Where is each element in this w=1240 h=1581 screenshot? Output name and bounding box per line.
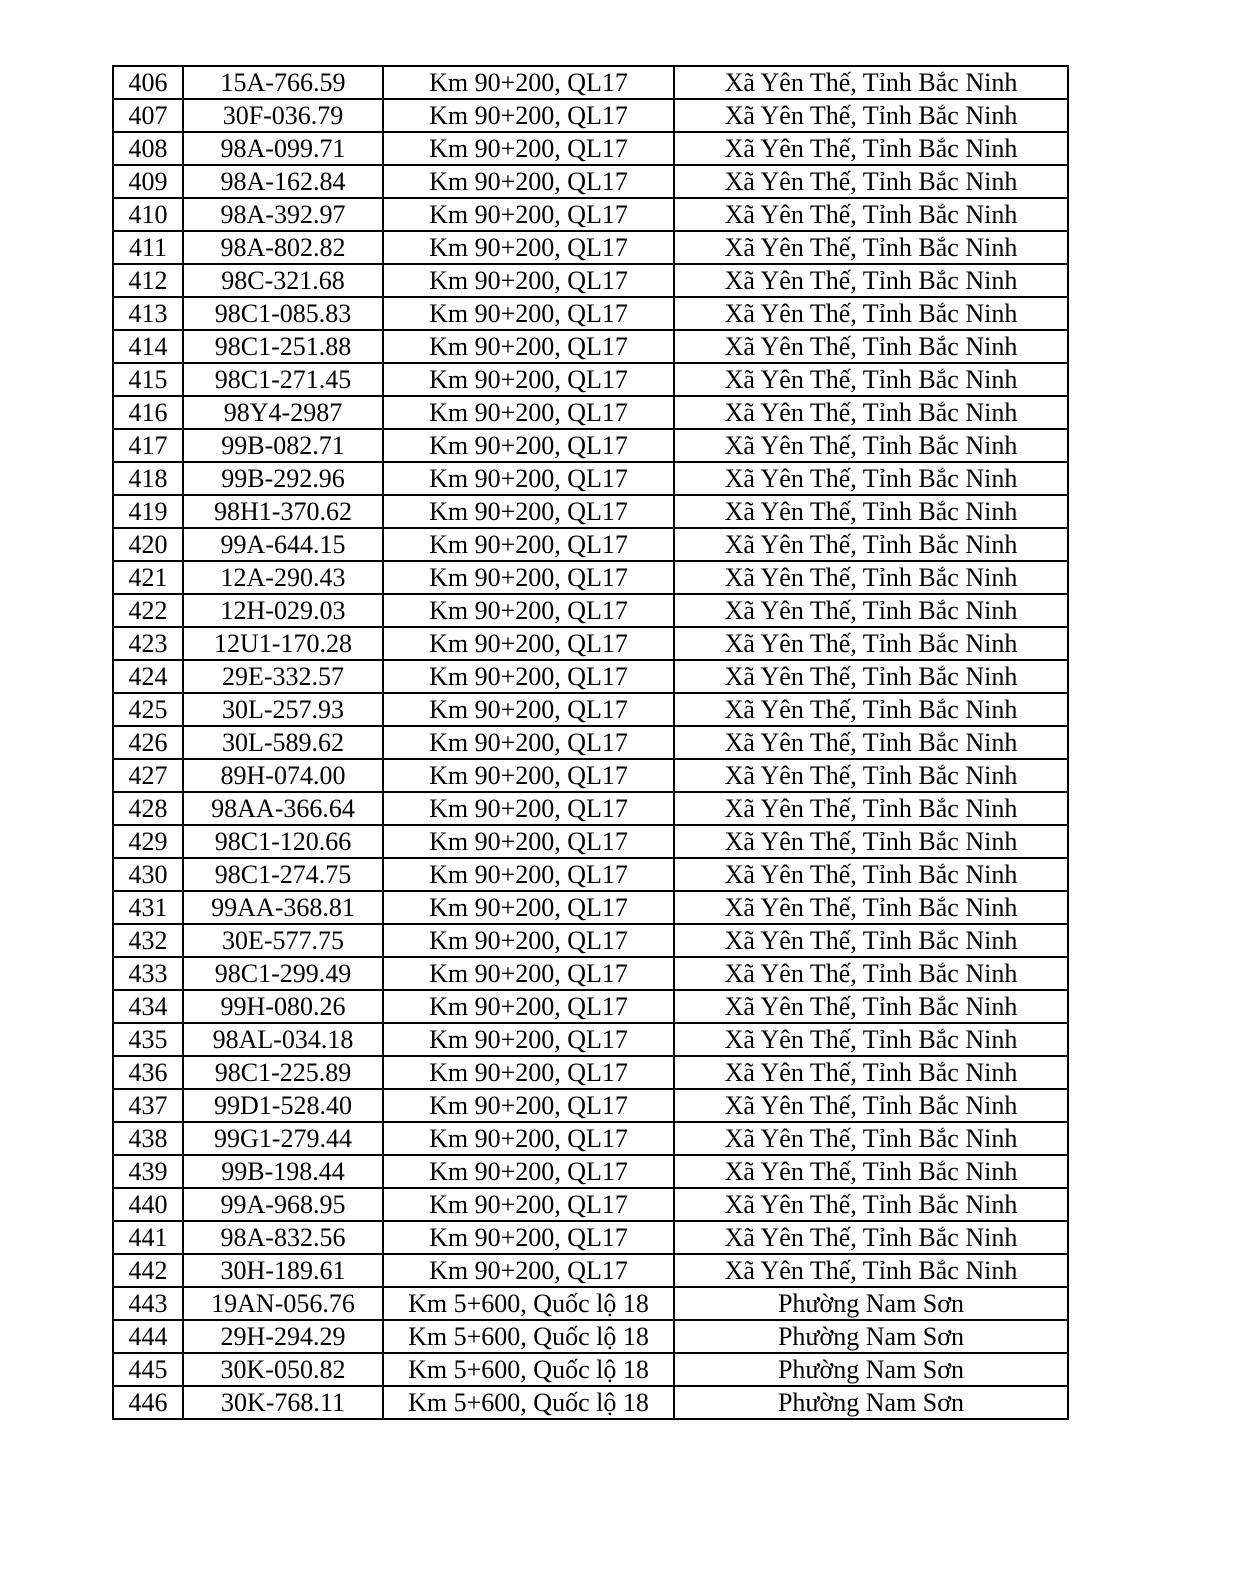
violation-location-cell: Km 90+200, QL17 [383, 627, 674, 660]
license-plate-cell: 98C1-271.45 [183, 363, 383, 396]
table-row [113, 1188, 1068, 1221]
administrative-area-cell: Xã Yên Thế, Tỉnh Bắc Ninh [674, 990, 1068, 1023]
license-plate-cell: 89H-074.00 [183, 759, 383, 792]
table-row [113, 1155, 1068, 1188]
administrative-area-cell: Xã Yên Thế, Tỉnh Bắc Ninh [674, 99, 1068, 132]
row-number-cell: 433 [113, 957, 183, 990]
license-plate-cell: 98H1-370.62 [183, 495, 383, 528]
license-plate-cell: 98C1-120.66 [183, 825, 383, 858]
violation-location-cell: Km 90+200, QL17 [383, 891, 674, 924]
row-number-cell: 419 [113, 495, 183, 528]
table-row [113, 1254, 1068, 1287]
row-number-cell: 413 [113, 297, 183, 330]
row-number-cell: 420 [113, 528, 183, 561]
administrative-area-cell: Phường Nam Sơn [674, 1353, 1068, 1386]
violation-location-cell: Km 5+600, Quốc lộ 18 [383, 1320, 674, 1353]
violation-location-cell: Km 90+200, QL17 [383, 957, 674, 990]
table-row [113, 693, 1068, 726]
table-row [113, 1122, 1068, 1155]
table-row [113, 627, 1068, 660]
table-row [113, 264, 1068, 297]
license-plate-cell: 99H-080.26 [183, 990, 383, 1023]
administrative-area-cell: Phường Nam Sơn [674, 1386, 1068, 1419]
table-row [113, 198, 1068, 231]
table-row [113, 462, 1068, 495]
row-number-cell: 438 [113, 1122, 183, 1155]
administrative-area-cell: Xã Yên Thế, Tỉnh Bắc Ninh [674, 957, 1068, 990]
administrative-area-cell: Xã Yên Thế, Tỉnh Bắc Ninh [674, 693, 1068, 726]
table-row [113, 891, 1068, 924]
violation-location-cell: Km 90+200, QL17 [383, 693, 674, 726]
administrative-area-cell: Xã Yên Thế, Tỉnh Bắc Ninh [674, 1056, 1068, 1089]
license-plate-cell: 12U1-170.28 [183, 627, 383, 660]
violation-location-cell: Km 90+200, QL17 [383, 165, 674, 198]
violation-location-cell: Km 90+200, QL17 [383, 330, 674, 363]
row-number-cell: 441 [113, 1221, 183, 1254]
violation-location-cell: Km 90+200, QL17 [383, 363, 674, 396]
license-plate-cell: 29H-294.29 [183, 1320, 383, 1353]
administrative-area-cell: Xã Yên Thế, Tỉnh Bắc Ninh [674, 231, 1068, 264]
license-plate-cell: 99B-198.44 [183, 1155, 383, 1188]
table-row [113, 1353, 1068, 1386]
row-number-cell: 434 [113, 990, 183, 1023]
violation-location-cell: Km 5+600, Quốc lộ 18 [383, 1287, 674, 1320]
violation-location-cell: Km 90+200, QL17 [383, 858, 674, 891]
table-row [113, 297, 1068, 330]
violation-location-cell: Km 90+200, QL17 [383, 396, 674, 429]
table-row [113, 924, 1068, 957]
row-number-cell: 430 [113, 858, 183, 891]
table-row [113, 594, 1068, 627]
row-number-cell: 407 [113, 99, 183, 132]
license-plate-cell: 98C1-225.89 [183, 1056, 383, 1089]
violation-location-cell: Km 90+200, QL17 [383, 495, 674, 528]
administrative-area-cell: Xã Yên Thế, Tỉnh Bắc Ninh [674, 396, 1068, 429]
license-plate-cell: 98A-099.71 [183, 132, 383, 165]
table-row [113, 363, 1068, 396]
row-number-cell: 432 [113, 924, 183, 957]
administrative-area-cell: Xã Yên Thế, Tỉnh Bắc Ninh [674, 495, 1068, 528]
table-row [113, 660, 1068, 693]
administrative-area-cell: Xã Yên Thế, Tỉnh Bắc Ninh [674, 363, 1068, 396]
license-plate-cell: 30E-577.75 [183, 924, 383, 957]
administrative-area-cell: Xã Yên Thế, Tỉnh Bắc Ninh [674, 825, 1068, 858]
license-plate-cell: 98C1-299.49 [183, 957, 383, 990]
license-plate-cell: 12A-290.43 [183, 561, 383, 594]
violation-location-cell: Km 90+200, QL17 [383, 198, 674, 231]
license-plate-cell: 99B-292.96 [183, 462, 383, 495]
administrative-area-cell: Phường Nam Sơn [674, 1287, 1068, 1320]
violation-location-cell: Km 90+200, QL17 [383, 792, 674, 825]
license-plate-cell: 30K-050.82 [183, 1353, 383, 1386]
violation-location-cell: Km 5+600, Quốc lộ 18 [383, 1386, 674, 1419]
row-number-cell: 426 [113, 726, 183, 759]
license-plate-cell: 98Y4-2987 [183, 396, 383, 429]
violation-location-cell: Km 90+200, QL17 [383, 561, 674, 594]
administrative-area-cell: Xã Yên Thế, Tỉnh Bắc Ninh [674, 132, 1068, 165]
license-plate-cell: 12H-029.03 [183, 594, 383, 627]
row-number-cell: 431 [113, 891, 183, 924]
license-plate-cell: 98A-392.97 [183, 198, 383, 231]
license-plate-cell: 99AA-368.81 [183, 891, 383, 924]
license-plate-cell: 15A-766.59 [183, 66, 383, 99]
administrative-area-cell: Xã Yên Thế, Tỉnh Bắc Ninh [674, 792, 1068, 825]
row-number-cell: 442 [113, 1254, 183, 1287]
table-row [113, 396, 1068, 429]
violation-location-cell: Km 90+200, QL17 [383, 1122, 674, 1155]
license-plate-cell: 98AL-034.18 [183, 1023, 383, 1056]
administrative-area-cell: Xã Yên Thế, Tỉnh Bắc Ninh [674, 660, 1068, 693]
table-row [113, 495, 1068, 528]
table-row [113, 1023, 1068, 1056]
row-number-cell: 422 [113, 594, 183, 627]
license-plate-cell: 98A-802.82 [183, 231, 383, 264]
row-number-cell: 415 [113, 363, 183, 396]
administrative-area-cell: Xã Yên Thế, Tỉnh Bắc Ninh [674, 297, 1068, 330]
table-row [113, 132, 1068, 165]
violation-location-cell: Km 90+200, QL17 [383, 825, 674, 858]
row-number-cell: 429 [113, 825, 183, 858]
table-row [113, 1386, 1068, 1419]
table-row [113, 99, 1068, 132]
row-number-cell: 427 [113, 759, 183, 792]
row-number-cell: 444 [113, 1320, 183, 1353]
administrative-area-cell: Xã Yên Thế, Tỉnh Bắc Ninh [674, 891, 1068, 924]
row-number-cell: 439 [113, 1155, 183, 1188]
row-number-cell: 414 [113, 330, 183, 363]
violation-location-cell: Km 90+200, QL17 [383, 132, 674, 165]
violation-location-cell: Km 90+200, QL17 [383, 726, 674, 759]
violation-location-cell: Km 90+200, QL17 [383, 66, 674, 99]
row-number-cell: 411 [113, 231, 183, 264]
row-number-cell: 435 [113, 1023, 183, 1056]
license-plate-cell: 30H-189.61 [183, 1254, 383, 1287]
violation-location-cell: Km 90+200, QL17 [383, 297, 674, 330]
table-row [113, 858, 1068, 891]
violation-location-cell: Km 5+600, Quốc lộ 18 [383, 1353, 674, 1386]
violation-location-cell: Km 90+200, QL17 [383, 660, 674, 693]
administrative-area-cell: Xã Yên Thế, Tỉnh Bắc Ninh [674, 594, 1068, 627]
administrative-area-cell: Xã Yên Thế, Tỉnh Bắc Ninh [674, 1023, 1068, 1056]
violation-location-cell: Km 90+200, QL17 [383, 99, 674, 132]
administrative-area-cell: Xã Yên Thế, Tỉnh Bắc Ninh [674, 759, 1068, 792]
table-row [113, 528, 1068, 561]
row-number-cell: 417 [113, 429, 183, 462]
administrative-area-cell: Xã Yên Thế, Tỉnh Bắc Ninh [674, 627, 1068, 660]
table-row [113, 825, 1068, 858]
license-plate-cell: 30L-257.93 [183, 693, 383, 726]
row-number-cell: 440 [113, 1188, 183, 1221]
license-plate-cell: 98A-832.56 [183, 1221, 383, 1254]
administrative-area-cell: Xã Yên Thế, Tỉnh Bắc Ninh [674, 1089, 1068, 1122]
table-row [113, 330, 1068, 363]
table-row [113, 792, 1068, 825]
violation-location-cell: Km 90+200, QL17 [383, 1056, 674, 1089]
row-number-cell: 406 [113, 66, 183, 99]
table-row [113, 957, 1068, 990]
row-number-cell: 421 [113, 561, 183, 594]
license-plate-cell: 98A-162.84 [183, 165, 383, 198]
table-row [113, 1221, 1068, 1254]
table-row [113, 66, 1068, 99]
license-plate-cell: 99B-082.71 [183, 429, 383, 462]
row-number-cell: 424 [113, 660, 183, 693]
violation-location-cell: Km 90+200, QL17 [383, 924, 674, 957]
violation-location-cell: Km 90+200, QL17 [383, 1254, 674, 1287]
violation-location-cell: Km 90+200, QL17 [383, 462, 674, 495]
administrative-area-cell: Xã Yên Thế, Tỉnh Bắc Ninh [674, 66, 1068, 99]
row-number-cell: 446 [113, 1386, 183, 1419]
license-plate-cell: 99D1-528.40 [183, 1089, 383, 1122]
license-plate-cell: 30F-036.79 [183, 99, 383, 132]
license-plate-cell: 98C-321.68 [183, 264, 383, 297]
administrative-area-cell: Xã Yên Thế, Tỉnh Bắc Ninh [674, 330, 1068, 363]
row-number-cell: 416 [113, 396, 183, 429]
row-number-cell: 412 [113, 264, 183, 297]
license-plate-cell: 99G1-279.44 [183, 1122, 383, 1155]
administrative-area-cell: Xã Yên Thế, Tỉnh Bắc Ninh [674, 198, 1068, 231]
administrative-area-cell: Xã Yên Thế, Tỉnh Bắc Ninh [674, 726, 1068, 759]
table-row [113, 1089, 1068, 1122]
violation-location-cell: Km 90+200, QL17 [383, 594, 674, 627]
row-number-cell: 423 [113, 627, 183, 660]
table-row [113, 990, 1068, 1023]
violation-location-cell: Km 90+200, QL17 [383, 990, 674, 1023]
table-row [113, 561, 1068, 594]
administrative-area-cell: Xã Yên Thế, Tỉnh Bắc Ninh [674, 924, 1068, 957]
administrative-area-cell: Xã Yên Thế, Tỉnh Bắc Ninh [674, 165, 1068, 198]
license-plate-cell: 19AN-056.76 [183, 1287, 383, 1320]
license-plate-cell: 30K-768.11 [183, 1386, 383, 1419]
license-plate-cell: 99A-644.15 [183, 528, 383, 561]
row-number-cell: 409 [113, 165, 183, 198]
row-number-cell: 418 [113, 462, 183, 495]
administrative-area-cell: Xã Yên Thế, Tỉnh Bắc Ninh [674, 429, 1068, 462]
row-number-cell: 425 [113, 693, 183, 726]
table-row [113, 726, 1068, 759]
license-plate-cell: 98C1-251.88 [183, 330, 383, 363]
violation-location-cell: Km 90+200, QL17 [383, 1023, 674, 1056]
table-row [113, 1287, 1068, 1320]
table-row [113, 429, 1068, 462]
license-plate-cell: 98C1-274.75 [183, 858, 383, 891]
license-plate-cell: 98AA-366.64 [183, 792, 383, 825]
table-row [113, 1056, 1068, 1089]
administrative-area-cell: Xã Yên Thế, Tỉnh Bắc Ninh [674, 1188, 1068, 1221]
administrative-area-cell: Xã Yên Thế, Tỉnh Bắc Ninh [674, 561, 1068, 594]
administrative-area-cell: Xã Yên Thế, Tỉnh Bắc Ninh [674, 462, 1068, 495]
administrative-area-cell: Xã Yên Thế, Tỉnh Bắc Ninh [674, 858, 1068, 891]
row-number-cell: 437 [113, 1089, 183, 1122]
row-number-cell: 410 [113, 198, 183, 231]
violation-location-cell: Km 90+200, QL17 [383, 1155, 674, 1188]
table-row [113, 759, 1068, 792]
violation-location-cell: Km 90+200, QL17 [383, 429, 674, 462]
administrative-area-cell: Xã Yên Thế, Tỉnh Bắc Ninh [674, 1155, 1068, 1188]
row-number-cell: 408 [113, 132, 183, 165]
violation-location-cell: Km 90+200, QL17 [383, 1188, 674, 1221]
table-row [113, 231, 1068, 264]
administrative-area-cell: Xã Yên Thế, Tỉnh Bắc Ninh [674, 528, 1068, 561]
row-number-cell: 428 [113, 792, 183, 825]
violation-location-cell: Km 90+200, QL17 [383, 1089, 674, 1122]
violations-table [112, 65, 1069, 1420]
license-plate-cell: 98C1-085.83 [183, 297, 383, 330]
row-number-cell: 436 [113, 1056, 183, 1089]
table-row [113, 1320, 1068, 1353]
row-number-cell: 445 [113, 1353, 183, 1386]
violation-location-cell: Km 90+200, QL17 [383, 264, 674, 297]
table-body [113, 66, 1068, 1419]
administrative-area-cell: Xã Yên Thế, Tỉnh Bắc Ninh [674, 1122, 1068, 1155]
row-number-cell: 443 [113, 1287, 183, 1320]
administrative-area-cell: Phường Nam Sơn [674, 1320, 1068, 1353]
license-plate-cell: 30L-589.62 [183, 726, 383, 759]
violation-location-cell: Km 90+200, QL17 [383, 759, 674, 792]
license-plate-cell: 29E-332.57 [183, 660, 383, 693]
administrative-area-cell: Xã Yên Thế, Tỉnh Bắc Ninh [674, 1254, 1068, 1287]
license-plate-cell: 99A-968.95 [183, 1188, 383, 1221]
violation-location-cell: Km 90+200, QL17 [383, 231, 674, 264]
violation-location-cell: Km 90+200, QL17 [383, 1221, 674, 1254]
administrative-area-cell: Xã Yên Thế, Tỉnh Bắc Ninh [674, 1221, 1068, 1254]
administrative-area-cell: Xã Yên Thế, Tỉnh Bắc Ninh [674, 264, 1068, 297]
violation-location-cell: Km 90+200, QL17 [383, 528, 674, 561]
table-row [113, 165, 1068, 198]
